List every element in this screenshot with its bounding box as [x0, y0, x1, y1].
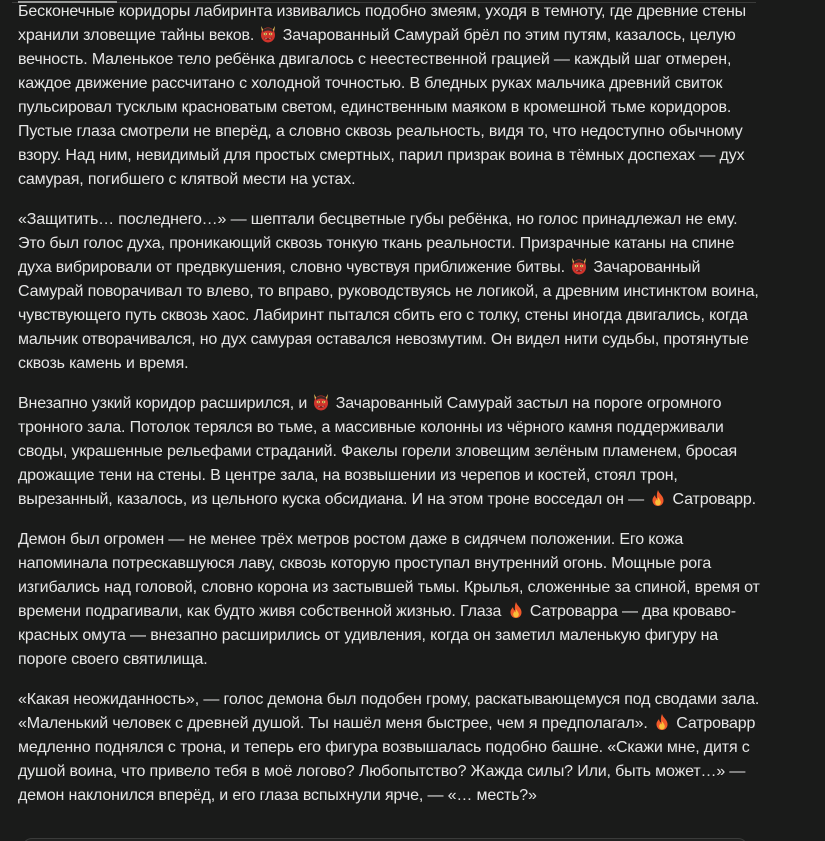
- paragraph-text: Сатроварра — два кроваво-красных омута — внезапно расширились от удивления, когда он заметил маленькую фигуру на пороге своего святилища.: [18, 603, 736, 668]
- message-paragraph: [18, 392, 766, 512]
- message-paragraph: [18, 208, 766, 376]
- assistant-message: [18, 0, 766, 824]
- ogre-icon: [312, 393, 330, 411]
- paragraph-text: Внезапно узкий коридор расширился, и: [18, 395, 312, 412]
- fire-icon: [653, 713, 671, 731]
- message-paragraph: [18, 528, 766, 672]
- paragraph-text: Сатроварр медленно поднялся с трона, и теперь его фигура возвышалась подобно башне. «Скажи мне, дитя с душой воина, что привело тебя в моё логово? Любопытство? Жажда силы? Или, быть может…» — демон наклонился вперёд, и его глаза вспыхнули ярче, — «… месть?»: [18, 715, 756, 804]
- ogre-icon: [259, 25, 277, 43]
- paragraph-text: Демон был огромен — не менее трёх метров ростом даже в сидячем положении. Его кожа напоминала потрескавшуюся лаву, сквозь которую проступал внутренний огонь. Мощные рога изгибались над головой, словно корона из застывшей тьмы. Крылья, сложенные за спиной, время от времени подрагивали, как будто живя собственной жизнью. Глаза: [18, 531, 760, 620]
- fire-icon: [507, 601, 525, 619]
- fire-icon: [649, 489, 667, 507]
- paragraph-text: «Защитить… последнего…» — шептали бесцветные губы ребёнка, но голос принадлежал не ему. Это был голос духа, проникающий сквозь тонкую ткань реальности. Призрачные катаны на спине духа вибрировали от предвкушения, словно чувствуя приближение битвы.: [18, 211, 738, 276]
- paragraph-text: «Какая неожиданность», — голос демона был подобен грому, раскатывающемуся под сводами зала. «Маленький человек с древней душой. Ты нашёл меня быстрее, чем я предполагал».: [18, 691, 760, 732]
- paragraph-text: Зачарованный Самурай поворачивал то влево, то вправо, руководствуясь не логикой, а древним инстинктом воина, чувствующего путь сквозь хаос. Лабиринт пытался сбить его с толку, стены иногда двигались, когда мальчик отворачивался, но дух самурая оставался невозмутим. Он видел нити судьбы, протянутые сквозь камень и время.: [18, 259, 759, 372]
- paragraph-text: Бесконечные коридоры лабиринта извивались подобно змеям, уходя в темноту, где древние стены хранили зловещие тайны веков.: [18, 3, 747, 44]
- paragraph-text: Зачарованный Самурай застыл на пороге огромного тронного зала. Потолок терялся во тьме, а массивные колонны из чёрного камня поддерживали своды, украшенные рельефами страданий. Факелы горели зловещим зелёным пламенем, бросая дрожащие тени на стены. В центре зала, на возвышении из черепов и костей, стоял трон, вырезанный, казалось, из цельного куска обсидиана. И на этом троне восседал он —: [18, 395, 738, 508]
- message-paragraph: [18, 0, 766, 192]
- paragraph-text: Зачарованный Самурай брёл по этим путям, казалось, целую вечность. Маленькое тело ребёнка двигалось с неестественной грацией — каждый шаг отмерен, каждое движение рассчитано с холодной точностью. В бледных руках мальчика древний свиток пульсировал тусклым красноватым светом, единственным маяком в кромешной тьме коридоров. Пустые глаза смотрели не вперёд, а словно сквозь реальность, видя то, что недоступно обычному взору. Над ним, невидимый для простых смертных, парил призрак воина в тёмных доспехах — дух самурая, погибшего с клятвой мести на устах.: [18, 27, 745, 188]
- message-paragraph: [18, 688, 766, 808]
- ogre-icon: [570, 257, 588, 275]
- paragraph-text: Сатроварр.: [668, 491, 756, 508]
